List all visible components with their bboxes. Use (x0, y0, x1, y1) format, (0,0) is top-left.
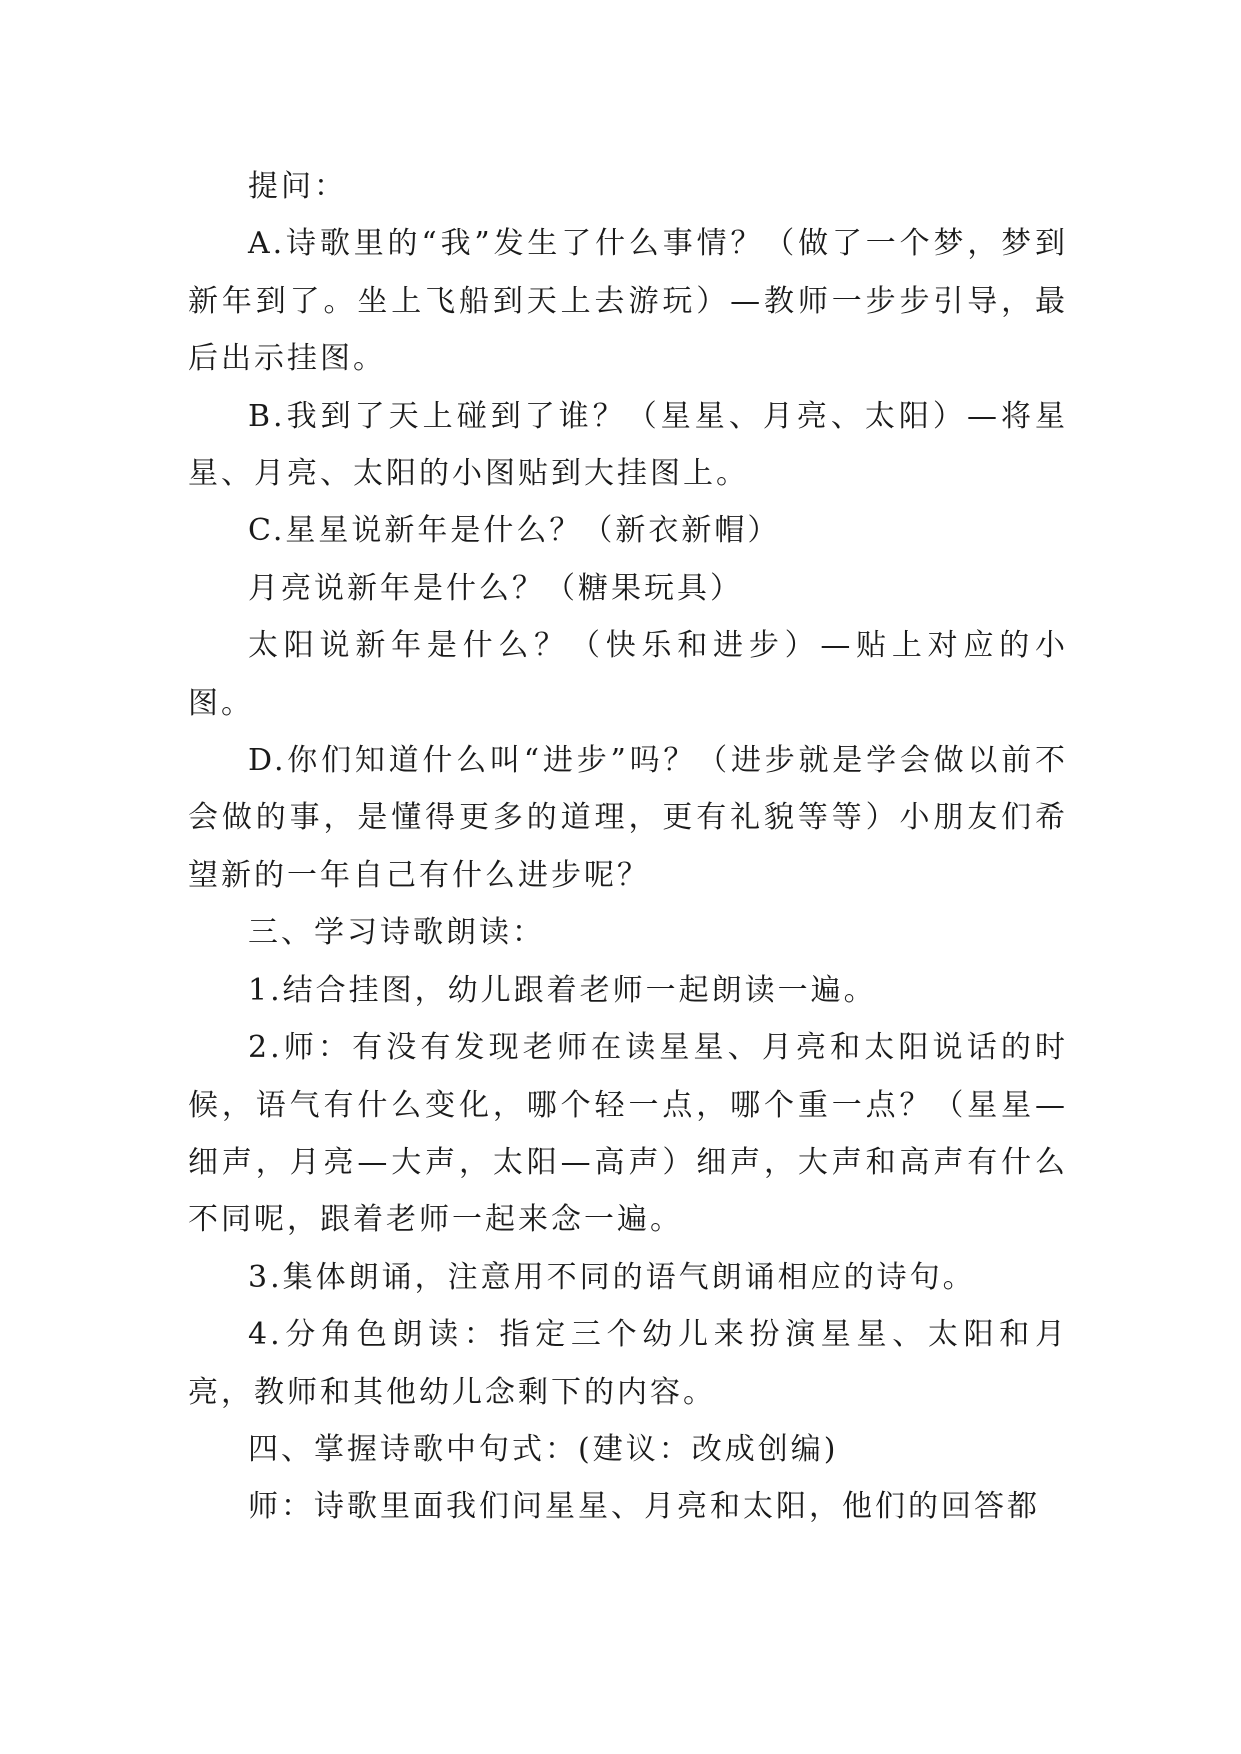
paragraph-moon-answer: 月亮说新年是什么？（糖果玩具） (248, 570, 743, 606)
paragraph-step-3: 3.集体朗诵，注意用不同的语气朗诵相应的诗句。 (248, 1259, 976, 1295)
paragraph-question-d: D.你们知道什么叫“进步”吗？（进步就是学会做以前不会做的事，是懂得更多的道理，更有礼貌等等）小朋友们希望新的一年自己有什么进步呢？ (188, 743, 1068, 893)
paragraph-step-4: 4.分角色朗读：指定三个幼儿来扮演星星、太阳和月亮，教师和其他幼儿念剩下的内容。 (188, 1317, 1068, 1410)
section-heading-4: 四、掌握诗歌中句式：(建议：改成创编) (248, 1431, 839, 1467)
paragraph-step-1: 1.结合挂图，幼儿跟着老师一起朗读一遍。 (248, 972, 877, 1008)
document-body (188, 158, 1068, 1536)
section-heading-3: 三、学习诗歌朗读： (248, 915, 545, 951)
paragraph-question-c: C.星星说新年是什么？（新衣新帽） (248, 513, 781, 549)
paragraph-questions-heading: 提问： (248, 169, 347, 204)
paragraph-sun-answer: 太阳说新年是什么？（快乐和进步）—贴上对应的小图。 (188, 628, 1068, 721)
paragraph-step-2: 2.师：有没有发现老师在读星星、月亮和太阳说话的时候，语气有什么变化，哪个轻一点，哪个重一点？（星星—细声，月亮—大声，太阳—高声）细声，大声和高声有什么不同呢，跟着老师一起来念一遍。 (188, 1030, 1068, 1238)
paragraph-question-a: A.诗歌里的“我”发生了什么事情？（做了一个梦，梦到新年到了。坐上飞船到天上去游玩）—教师一步步引导，最后出示挂图。 (188, 226, 1068, 377)
paragraph-teacher-line: 师：诗歌里面我们问星星、月亮和太阳，他们的回答都 (248, 1489, 1040, 1525)
paragraph-question-b: B.我到了天上碰到了谁？（星星、月亮、太阳）—将星星、月亮、太阳的小图贴到大挂图上。 (188, 398, 1068, 492)
